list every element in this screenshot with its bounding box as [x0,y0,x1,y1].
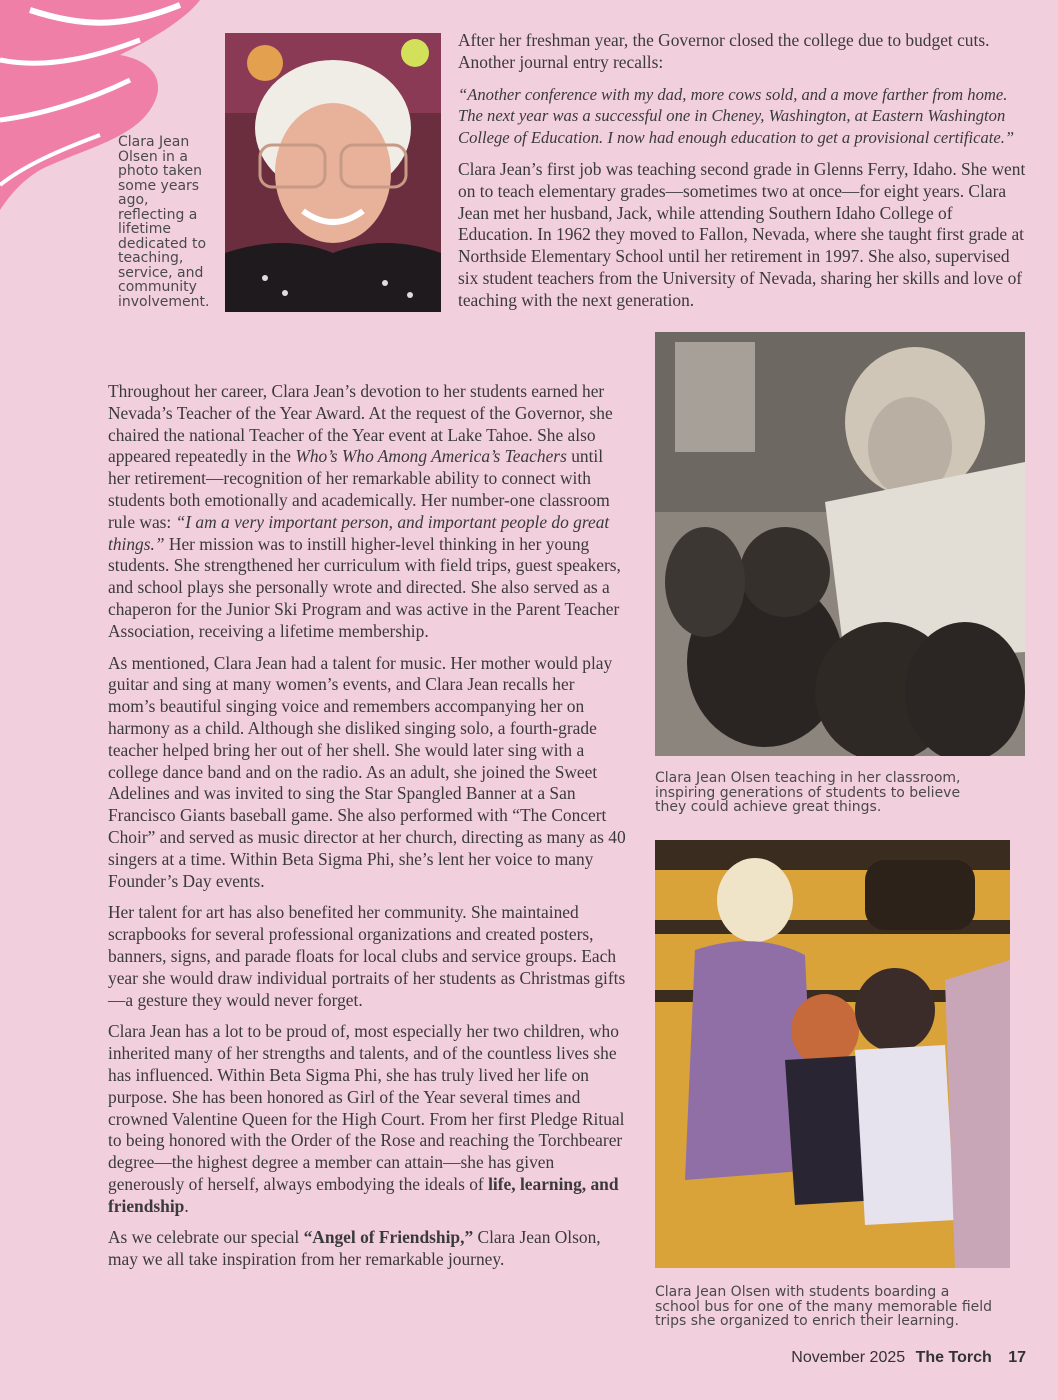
paragraph: Her talent for art has also benefited her community. She maintained scrapbooks for several professional organizations and created posters, banners, signs, and parade floats for local clubs and service groups. Each year she would draw individual portraits of her students as Christmas gifts—a gesture they would never forget. [108,902,626,1010]
bus-caption: Clara Jean Olsen with students boarding a school bus for one of the many memorable field trips she organized to enrich their learning. [655,1284,993,1329]
paragraph: As mentioned, Clara Jean had a talent for music. Her mother would play guitar and sing at many women’s events, and Clara Jean recalls her mom’s beautiful singing voice and remembers accompanying her on harmony as a child. Although she disliked singing solo, a fourth-grade teacher helped bring her out of her shell. She would later sing with a college dance band and on the radio. As an adult, she joined the Sweet Adelines and was invited to sing the Star Spangled Banner at a San Francisco Giants baseball game. She also performed with “The Concert Choir” and served as music director at her church, directing as many as 40 singers at a time. Within Beta Sigma Phi, she’s lent her voice to many Founder’s Day events. [108,652,626,891]
paragraph: Clara Jean’s first job was teaching second grade in Glenns Ferry, Idaho. She went on to teach elementary grades—sometimes two at once—for eight years. Clara Jean met her husband, Jack, while attending Southern Idaho College of Education. In 1962 they moved to Fallon, Nevada, where she taught first grade at Northside Elementary School until her retirement in 1997. She also, supervised six student teachers from the University of Nevada, sharing her skills and love of teaching with the next generation. [458,158,1026,310]
classroom-rule-quote: “I am a very important person, and important people do great things.” [108,511,610,554]
journal-quote: “Another conference with my dad, more cows sold, and a move farther from home. The next year was a successful one in Cheney, Washington, at Eastern Washington College of Education. I now had enough education to get a provisional certificate.” [458,84,1015,148]
angel-emphasis: “Angel of Friendship,” [303,1227,474,1248]
magazine-name: The Torch [915,1349,992,1366]
bus-photo [655,840,1010,1268]
top-article-text [458,30,1028,322]
paragraph: Throughout her career, Clara Jean’s devotion to her students earned her Nevada’s Teacher of the Year Award. At the request of the Governor, she chaired the national Teacher of the Year event at Lake Tahoe. She also appeared repeatedly in the Who’s Who Among America’s Teachers until her retirement—recognition of her remarkable ability to connect with students both emotionally and academically. Her number-one classroom rule was: “I am a very important person, and important people do great things.” Her mission was to instill higher-level thinking in her young students. She strengthened her curriculum with field trips, guest speakers, and school plays she personally wrote and directed. She also served as a chaperon for the Junior Ski Program and was active in the Parent Teacher Association, receiving a lifetime membership. [108,381,621,641]
ideals-emphasis: life, learning, and friendship [108,1173,619,1216]
portrait-photo [225,33,441,312]
page-footer [791,1349,1026,1367]
classroom-photo [655,332,1025,756]
paragraph: After her freshman year, the Governor closed the college due to budget cuts. Another journal entry recalls: [458,30,990,72]
book-title: Who’s Who Among America’s Teachers [295,446,567,467]
classroom-caption: Clara Jean Olsen teaching in her classroom, inspiring generations of students to believe they could achieve great things. [655,770,961,815]
page-number: 17 [1008,1349,1026,1366]
portrait-caption: Clara Jean Olsen in a photo taken some years ago, reflecting a lifetime dedicated to teaching, service, and community involvement. [118,134,210,310]
paragraph: Clara Jean has a lot to be proud of, most especially her two children, who inherited many of her strengths and talents, and of the countless lives she has influenced. Within Beta Sigma Phi, she has truly lived her life on purpose. She has been honored as Girl of the Year several times and crowned Valentine Queen for the High Court. From her first Pledge Ritual to being honored with the Order of the Rose and reaching the Torchbearer degree—the highest degree a member can attain—she has given generously of herself, always embodying the ideals of life, learning, and friendship. [108,1021,625,1216]
issue-date: November 2025 [791,1349,906,1366]
paragraph: As we celebrate our special “Angel of Friendship,” Clara Jean Olson, may we all take inspiration from her remarkable journey. [108,1227,601,1270]
main-article-text [108,381,626,1281]
